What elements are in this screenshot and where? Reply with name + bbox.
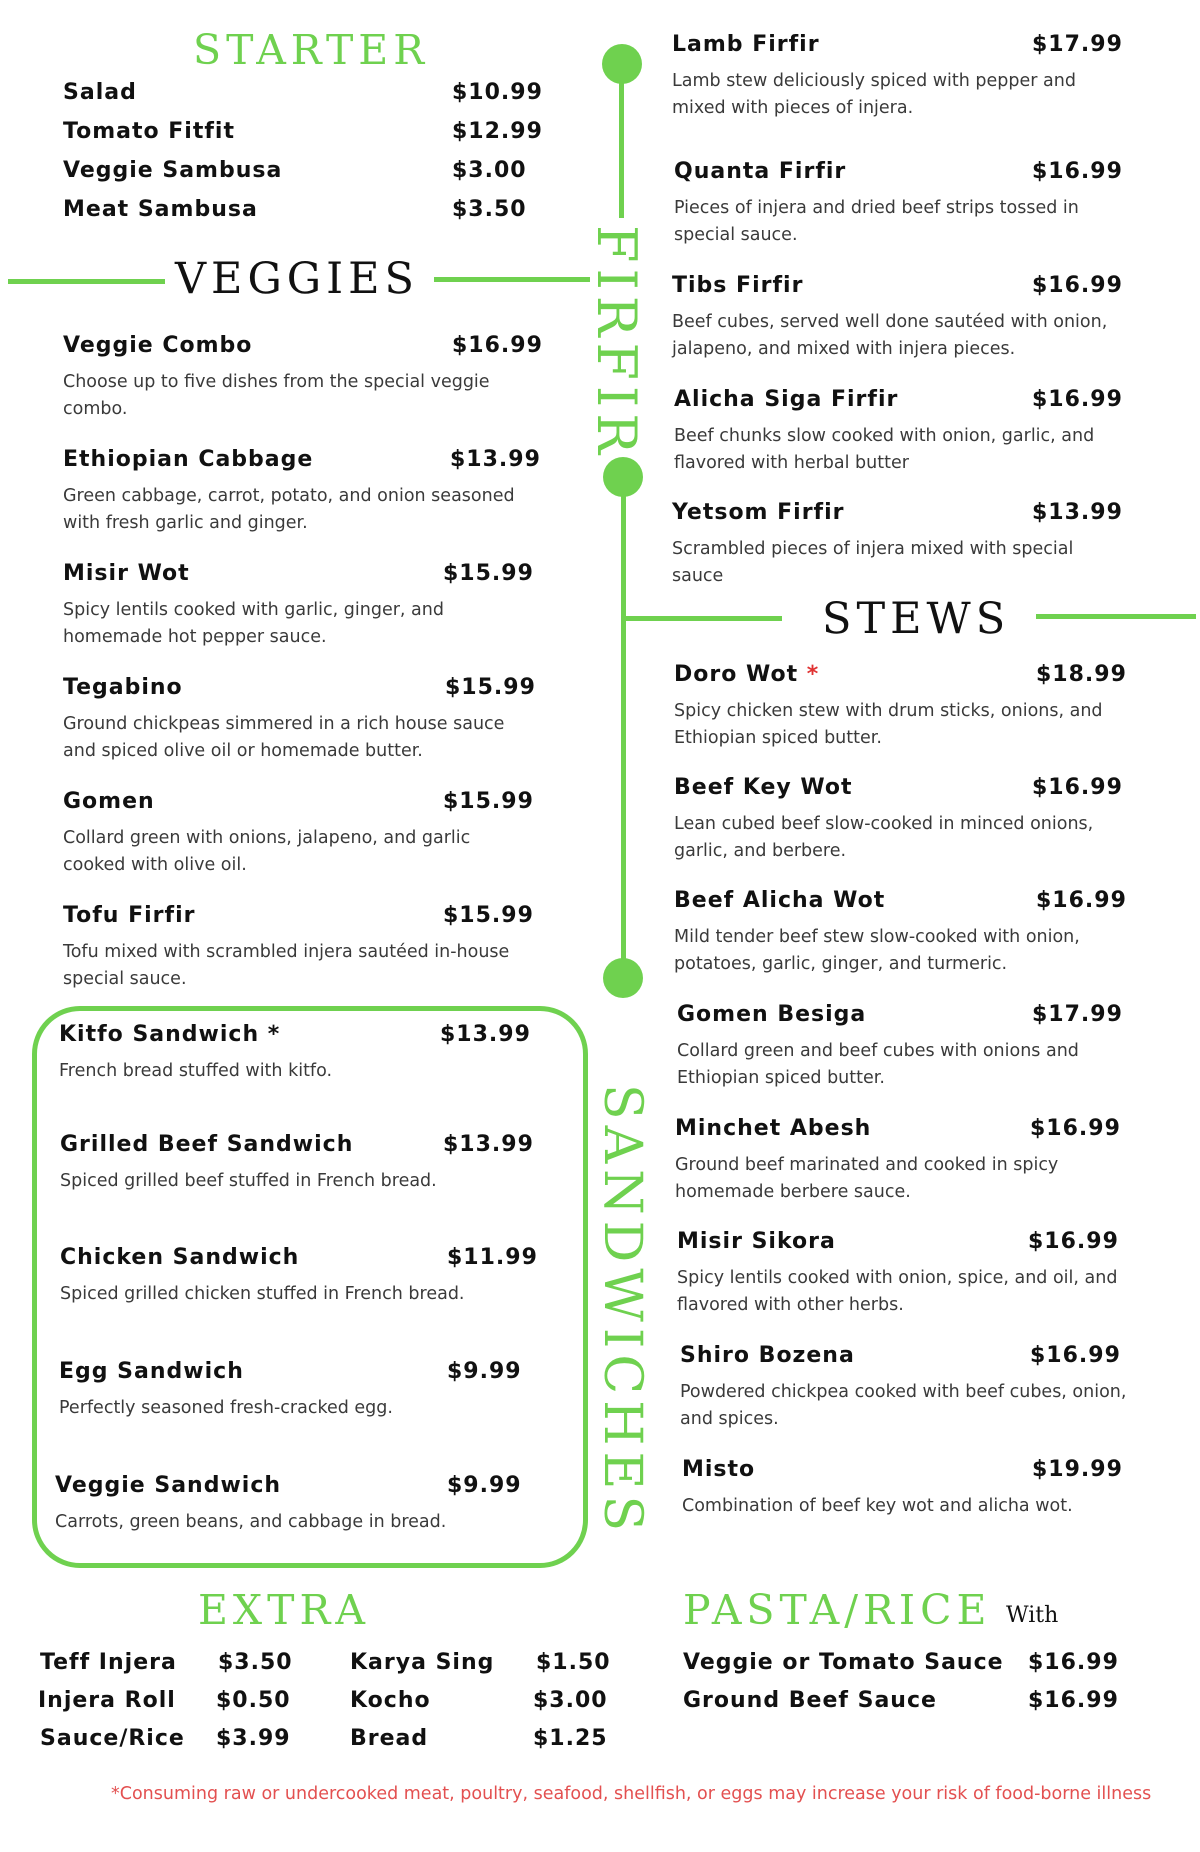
item-name-text: Kitfo Sandwich *	[59, 1022, 281, 1047]
item-price: $17.99	[1032, 1002, 1123, 1027]
item-name	[682, 1457, 755, 1482]
item-price: $15.99	[445, 675, 536, 700]
item-price: $13.99	[1032, 500, 1123, 525]
center-bottom-dot	[603, 958, 643, 998]
item-price: $16.99	[1028, 1229, 1119, 1254]
item-description: Ground chickpeas simmered in a rich house sauce and spiced olive oil or homemade butter.	[63, 714, 505, 761]
item-description: Perfectly seasoned fresh-cracked egg.	[59, 1398, 393, 1418]
item-description: French bread stuffed with kitfo.	[59, 1061, 333, 1081]
item-name-text: Grilled Beef Sandwich	[60, 1132, 354, 1157]
item-price: $16.99	[1036, 888, 1127, 913]
item-description: Pieces of injera and dried beef strips tossed in special sauce.	[674, 198, 1079, 245]
raw-warning-star: *	[806, 662, 820, 687]
item-description: Lamb stew deliciously spiced with pepper and mixed with pieces of injera.	[672, 71, 1076, 118]
item-description: Ground beef marinated and cooked in spicy homemade berbere sauce.	[675, 1155, 1059, 1202]
item-price: $3.50	[218, 1650, 293, 1675]
item-description: Lean cubed beef slow-cooked in minced onions, garlic, and berbere.	[674, 814, 1094, 861]
item-price: $9.99	[447, 1473, 522, 1498]
item-name-text: Veggie Sandwich	[55, 1473, 282, 1498]
item-price: $19.99	[1032, 1457, 1123, 1482]
item-name	[677, 1229, 836, 1254]
item-name	[63, 789, 155, 814]
item-name	[674, 662, 819, 687]
stews-left-rule	[621, 616, 782, 621]
starter-title: STARTER	[193, 26, 430, 74]
item-description: Spiced grilled beef stuffed in French bread.	[60, 1171, 437, 1191]
item-name-text: Tibs Firfir	[672, 273, 804, 298]
item-name-text: Quanta Firfir	[674, 159, 847, 184]
item-price: $18.99	[1036, 662, 1127, 687]
item-name: Injera Roll	[38, 1688, 176, 1713]
item-name	[63, 561, 190, 586]
item-price: $16.99	[1030, 1116, 1121, 1141]
item-name-text: Chicken Sandwich	[60, 1245, 300, 1270]
item-name: Sauce/Rice	[40, 1726, 185, 1751]
item-name-text: Doro Wot	[674, 662, 799, 687]
item-description: Beef cubes, served well done sautéed with onion, jalapeno, and mixed with injera pieces.	[672, 312, 1108, 359]
stews-right-rule	[1036, 614, 1196, 619]
item-description: Spicy chicken stew with drum sticks, onions, and Ethiopian spiced butter.	[674, 701, 1103, 748]
item-name-text: Beef Key Wot	[674, 775, 853, 800]
item-name	[677, 1002, 866, 1027]
item-name: Salad	[63, 80, 137, 105]
stews-title: STEWS	[822, 594, 1011, 644]
item-name	[674, 775, 853, 800]
item-name	[55, 1473, 281, 1498]
item-name	[675, 1116, 871, 1141]
item-description: Combination of beef key wot and alicha wot.	[682, 1496, 1073, 1516]
item-name: Bread	[350, 1726, 429, 1751]
firfir-top-dot	[602, 44, 642, 84]
item-name: Karya Sing	[350, 1650, 495, 1675]
item-price: $16.99	[1032, 273, 1123, 298]
item-price: $16.99	[1028, 1688, 1119, 1713]
item-name-text: Misir Sikora	[677, 1229, 836, 1254]
item-description: Scrambled pieces of injera mixed with special sauce	[672, 539, 1074, 586]
item-name	[672, 273, 803, 298]
veggies-right-rule	[434, 277, 590, 282]
center-vertical-rule	[621, 477, 626, 978]
item-name-text: Minchet Abesh	[675, 1116, 872, 1141]
item-name-text: Ethiopian Cabbage	[63, 447, 314, 472]
item-name-text: Alicha Siga Firfir	[674, 387, 899, 412]
item-name-text: Shiro Bozena	[680, 1343, 855, 1368]
item-price: $15.99	[443, 903, 534, 928]
item-name	[63, 903, 195, 928]
item-name	[63, 675, 183, 700]
item-name	[672, 32, 820, 57]
item-name	[674, 387, 898, 412]
item-price: $16.99	[1032, 775, 1123, 800]
item-description: Green cabbage, carrot, potato, and onion seasoned with fresh garlic and ginger.	[63, 486, 515, 533]
item-name-text: Veggie Combo	[63, 333, 253, 358]
item-price: $13.99	[450, 447, 541, 472]
item-description: Mild tender beef stew slow-cooked with onion, potatoes, garlic, ginger, and turmeric.	[674, 927, 1080, 974]
item-price: $12.99	[452, 119, 543, 144]
item-name	[674, 888, 885, 913]
item-price: $1.50	[536, 1650, 611, 1675]
item-price: $3.99	[216, 1726, 291, 1751]
pasta-rice-title: PASTA/RICE	[683, 1586, 992, 1634]
item-price: $11.99	[447, 1245, 538, 1270]
veggies-title: VEGGIES	[175, 254, 419, 304]
firfir-vertical-rule	[619, 62, 624, 218]
item-price: $16.99	[1028, 1650, 1119, 1675]
item-price: $16.99	[1030, 1343, 1121, 1368]
item-name	[672, 500, 845, 525]
item-price: $9.99	[447, 1359, 522, 1384]
item-name: Veggie or Tomato Sauce	[683, 1650, 1004, 1675]
item-name	[63, 447, 313, 472]
item-price: $13.99	[440, 1022, 531, 1047]
item-name: Teff Injera	[40, 1650, 177, 1675]
item-name-text: Gomen	[63, 789, 155, 814]
item-name-text: Misir Wot	[63, 561, 190, 586]
item-description: Collard green with onions, jalapeno, and garlic cooked with olive oil.	[63, 828, 471, 875]
veggies-left-rule	[8, 279, 165, 284]
item-name	[674, 159, 846, 184]
item-name-text: Tegabino	[63, 675, 183, 700]
item-price: $17.99	[1032, 32, 1123, 57]
item-description: Choose up to five dishes from the special veggie combo.	[63, 372, 490, 419]
item-price: $3.50	[452, 197, 527, 222]
item-price: $10.99	[452, 80, 543, 105]
item-name	[60, 1245, 299, 1270]
item-description: Spicy lentils cooked with garlic, ginger, and homemade hot pepper sauce.	[63, 600, 444, 647]
item-price: $3.00	[533, 1688, 608, 1713]
item-price: $15.99	[443, 789, 534, 814]
item-name-text: Egg Sandwich	[59, 1359, 244, 1384]
item-name	[680, 1343, 855, 1368]
item-name	[60, 1132, 353, 1157]
item-price: $16.99	[452, 333, 543, 358]
item-description: Tofu mixed with scrambled injera sautéed in-house special sauce.	[63, 942, 510, 989]
item-name-text: Lamb Firfir	[672, 32, 820, 57]
item-name	[63, 333, 252, 358]
sandwiches-vertical-title: SANDWICHES	[592, 1084, 652, 1538]
item-price: $16.99	[1032, 387, 1123, 412]
item-price: $1.25	[533, 1726, 608, 1751]
item-name: Meat Sambusa	[63, 197, 258, 222]
item-name: Tomato Fitfit	[63, 119, 235, 144]
item-name-text: Beef Alicha Wot	[674, 888, 886, 913]
item-name: Kocho	[350, 1688, 431, 1713]
item-name-text: Gomen Besiga	[677, 1002, 867, 1027]
item-price: $0.50	[216, 1688, 291, 1713]
item-name-text: Misto	[682, 1457, 756, 1482]
item-name	[59, 1022, 280, 1047]
item-description: Spicy lentils cooked with onion, spice, and oil, and flavored with other herbs.	[677, 1268, 1118, 1315]
extra-title: EXTRA	[198, 1586, 370, 1634]
item-name: Veggie Sambusa	[63, 158, 283, 183]
pasta-rice-with-label: With	[1006, 1603, 1059, 1628]
item-description: Carrots, green beans, and cabbage in bread.	[55, 1512, 447, 1532]
item-price: $3.00	[452, 158, 527, 183]
item-description: Beef chunks slow cooked with onion, garlic, and flavored with herbal butter	[674, 426, 1095, 473]
item-description: Powdered chickpea cooked with beef cubes, onion, and spices.	[680, 1382, 1127, 1429]
item-name	[59, 1359, 244, 1384]
raw-food-warning: *Consuming raw or undercooked meat, poultry, seafood, shellfish, or eggs may increase your risk of food-borne illness	[111, 1784, 1152, 1804]
item-name-text: Tofu Firfir	[63, 903, 196, 928]
item-price: $13.99	[443, 1132, 534, 1157]
item-price: $15.99	[443, 561, 534, 586]
item-description: Collard green and beef cubes with onions and Ethiopian spiced butter.	[677, 1041, 1079, 1088]
item-name-text: Yetsom Firfir	[672, 500, 845, 525]
item-description: Spiced grilled chicken stuffed in French bread.	[60, 1284, 465, 1304]
firfir-vertical-title: FIRFIR	[585, 225, 648, 460]
item-name: Ground Beef Sauce	[683, 1688, 937, 1713]
item-price: $16.99	[1032, 159, 1123, 184]
